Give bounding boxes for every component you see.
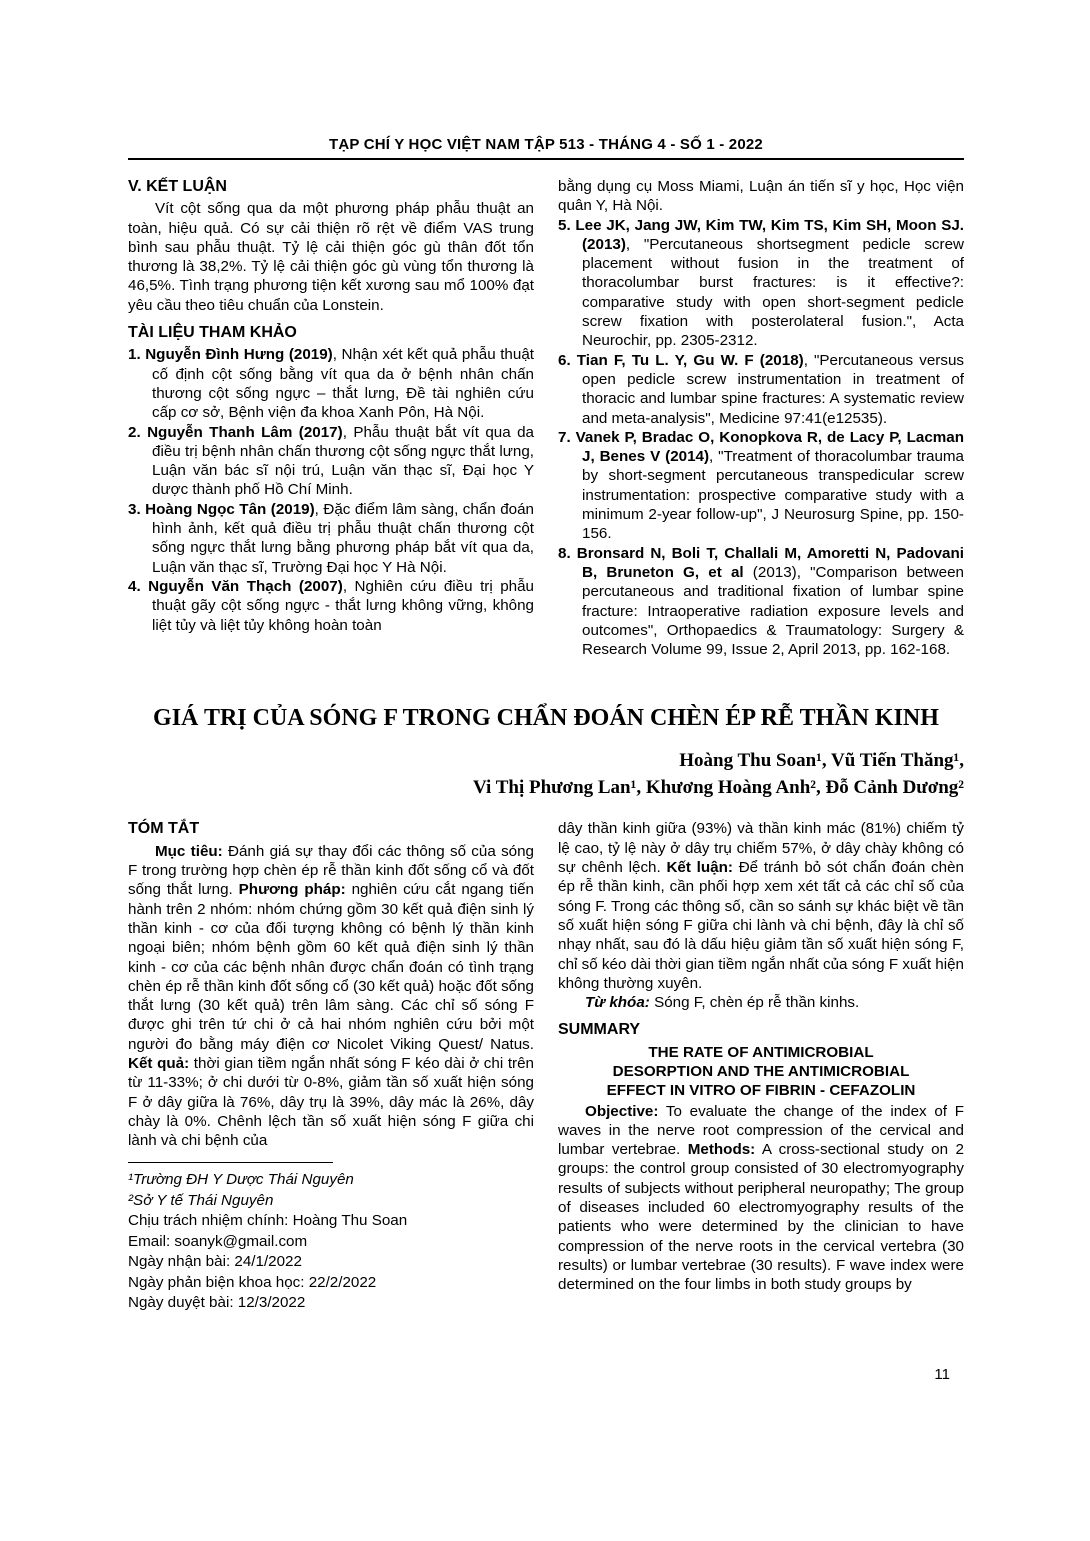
- reference-authors: 6. Tian F, Tu L. Y, Gu W. F (2018): [558, 351, 804, 369]
- reference-authors: 8. Bronsard N, Boli T, Challali M, Amoretti N, Padovani B, Bruneton G, et al: [558, 544, 964, 581]
- abstract-heading: TÓM TẮT: [128, 820, 200, 838]
- methods-vi-label: Phương pháp:: [238, 881, 346, 899]
- date-received: Ngày nhận bài: 24/1/2022: [128, 1253, 302, 1271]
- keywords-text: Sóng F, chèn ép rễ thần kinhs.: [649, 994, 860, 1012]
- reference-authors: 2. Nguyễn Thanh Lâm (2017): [128, 423, 343, 441]
- reference-item: [558, 216, 964, 351]
- reference-text: , Nghiên cứu điều trị phẫu thuật gãy cột sống ngực - thắt lưng không vững, không liệt tủy và liệt tủy không hoàn toàn: [152, 577, 535, 634]
- contact-email: Email: soanyk@gmail.com: [128, 1232, 308, 1250]
- affiliation-1: ¹Trường ĐH Y Dược Thái Nguyên: [128, 1171, 354, 1189]
- abstract-continuation: [558, 819, 964, 993]
- reference-text: , "Treatment of thoracolumbar trauma by short-segment percutaneous transpedicular screw instrumentation: prospective comparative study with a minimum 2-year follow-up", J Neurosurg Spine, pp. 150-156.: [582, 448, 964, 543]
- reference-item: [558, 351, 964, 428]
- methods-vi-text: nghiên cứu cắt ngang tiến hành trên 2 nhóm: nhóm chứng gồm 30 kết quả điện sinh lý thần kinh - cơ của đối tượng không có bệnh lý thần kinh ngoại biên; nhóm bệnh gồm 60 kết quả điện sinh lý thần kinh - cơ của các bệnh nhân được chẩn đoán có tình trạng chèn ép rễ thần kinh đốt sống cổ (30 kết quả) hoặc đốt sống thắt lưng (30 kết quả) trên lâm sàng. Các chỉ số sóng F được ghi trên tứ chi ở cả hai nhóm nghiên cứu bởi một người đo bằng máy điện cơ Nicolet Viking Quest/ Natus.: [128, 881, 534, 1053]
- methods-en-label: Methods:: [687, 1141, 756, 1159]
- reference-authors: 3. Hoàng Ngọc Tân (2019): [128, 500, 315, 518]
- date-accepted: Ngày duyệt bài: 12/3/2022: [128, 1294, 306, 1312]
- objective-vi-label: Mục tiêu:: [155, 842, 223, 860]
- reference-text: , "Percutaneous shortsegment pedicle screw placement without fusion in the treatment of thoracolumbar burst fractures: is it effective?: comparative study with open short-segment pedicle screw fixation with posterolateral fusion.", Acta Neurochir, pp. 2305-2312.: [582, 235, 964, 350]
- reference-item: [128, 423, 534, 500]
- reference-authors: 5. Lee JK, Jang JW, Kim TW, Kim TS, Kim SH, Moon SJ. (2013): [558, 216, 964, 253]
- reference-text: , Phẫu thuật bắt vít qua da điều trị bệnh nhân chấn thương cột sống ngực thắt lưng, Luận văn bác sĩ nội trú, Luận văn thạc sĩ, Đại học Y dược thành phố Hồ Chí Minh.: [152, 423, 534, 499]
- abstract-cont-text: dây thần kinh giữa (93%) và thần kinh mác (81%) chiếm tỷ lệ cao, tỷ lệ này ở dây trụ chiếm 57%, ở dây chày không có sự chênh lệch.: [558, 820, 964, 877]
- right-column-bottom: [558, 819, 964, 1314]
- authors-line-2: Vi Thị Phương Lan¹, Khương Hoàng Anh², Đỗ Cảnh Dương²: [473, 777, 964, 799]
- reference-continuation: bằng dụng cụ Moss Miami, Luận án tiến sĩ y học, Học viện quân Y, Hà Nội.: [558, 178, 964, 215]
- keywords-line: [558, 993, 964, 1012]
- references-heading: TÀI LIỆU THAM KHẢO: [128, 324, 297, 342]
- conclusion-heading: V. KẾT LUẬN: [128, 178, 227, 195]
- reference-text: , Đặc điểm lâm sàng, chẩn đoán hình ảnh, kết quả điều trị phẫu thuật chấn thương cột sống ngực thắt lưng bằng phương pháp bắt vít qua da, Luận văn thạc sĩ, Trường Đại học Y Hà Nội.: [152, 500, 534, 576]
- abstract-paragraph: [128, 842, 534, 1151]
- summary-heading: SUMMARY: [558, 1021, 641, 1039]
- results-vi-label: Kết quả:: [128, 1054, 190, 1072]
- results-vi-text: thời gian tiềm ngắn nhất sóng F kéo dài ở chi trên từ 11-33%; ở chi dưới từ 0-8%, giảm tần số xuất hiện sóng F ở dây giữa là 76%, dây trụ là 39%, dây mác là 26%, dây chày là 0%. Chênh lệch tần số xuất hiện sóng F giữa chi lành và chi bệnh của: [128, 1054, 534, 1150]
- reference-text: (2013), "Comparison between percutaneous and traditional fixation of lumbar spine fracture: Intraoperative radiation exposure levels and outcomes", Orthopaedics & Traumatology: Surgery & Research Volume 99, Issue 2, April 2013, pp. 162-168.: [582, 563, 964, 659]
- left-column-top: [128, 177, 534, 659]
- footnote-divider: [128, 1162, 333, 1163]
- reference-item: [558, 544, 964, 660]
- methods-en-text: A cross-sectional study on 2 groups: the control group consisted of 30 electromyography results of subjects without peripheral neuropathy; The group of diseases included 60 electromyography results of the patients who were determined by the clinician to have compression of the nerve roots in the cervical vertebra (30 results) or lumbar vertebrae (30 results). F wave index were determined on the four limbs in both study groups by: [558, 1141, 964, 1294]
- authors-block: [128, 747, 964, 801]
- reference-item: [128, 577, 534, 635]
- journal-page: [128, 136, 964, 1314]
- reference-authors: 1. Nguyễn Đình Hưng (2019): [128, 346, 333, 364]
- reference-authors: 4. Nguyễn Văn Thạch (2007): [128, 577, 343, 595]
- footnotes-block: [128, 1170, 534, 1314]
- authors-line-1: Hoàng Thu Soan¹, Vũ Tiến Thăng¹,: [679, 750, 964, 772]
- article-title: GIÁ TRỊ CỦA SÓNG F TRONG CHẨN ĐOÁN CHÈN ÉP RỄ THẦN KINH: [153, 705, 939, 732]
- bottom-columns: [128, 819, 964, 1314]
- keywords-label: Từ khóa:: [585, 994, 650, 1012]
- conclusion-vi-label: Kết luận:: [666, 859, 733, 877]
- top-columns: [128, 177, 964, 659]
- objective-en-text: To evaluate the change of the index of F waves in the nerve root compression of the cervical and lumbar vertebrae.: [558, 1102, 964, 1159]
- reference-text: , Nhận xét kết quả phẫu thuật cố định cột sống bằng vít qua da ở bệnh nhân chấn thương cột sống ngực – thắt lưng, Đề tài nghiên cứu cấp cơ sở, Bệnh viện đa khoa Xanh Pôn, Hà Nội.: [152, 346, 534, 422]
- conclusion-vi-text: Để tránh bỏ sót chẩn đoán chèn ép rễ thần kinh, cần phối hợp xem xét tất cả các chỉ số của sóng F. Trong các thông số, cần so sánh sự khác biệt về tần số xuất hiện sóng F giữa chi lành và chi bệnh, đây là chỉ số nhạy nhất, sau đó là dấu hiệu giảm tần số xuất hiện sóng F, chỉ số kéo dài thời gian tiềm ngắn nhất của sóng F xuất hiện không thường xuyên.: [558, 859, 964, 992]
- reference-authors: 7. Vanek P, Bradac O, Konopkova R, de Lacy P, Lacman J, Benes V (2014): [558, 428, 964, 466]
- reference-text: , "Percutaneous versus open pedicle screw instrumentation in treatment of thoracic and lumbar spine fractures: A systematic review and meta-analysis", Medicine 97:41(e12535).: [582, 351, 964, 427]
- objective-en-label: Objective:: [585, 1102, 659, 1120]
- date-reviewed: Ngày phản biện khoa học: 22/2/2022: [128, 1273, 377, 1291]
- summary-subtitle: THE RATE OF ANTIMICROBIAL DESORPTION AND THE ANTIMICROBIAL EFFECT IN VITRO OF FIBRIN - CEFAZOLIN: [606, 1043, 916, 1100]
- page-number: 11: [934, 1366, 950, 1383]
- objective-vi-text: Đánh giá sự thay đổi các thông số của sóng F trong trường hợp chèn ép rễ thần kinh đốt sống cổ và đốt sống thắt lưng.: [128, 842, 535, 899]
- reference-item: [128, 500, 534, 577]
- reference-item: [558, 428, 964, 544]
- reference-item: [128, 345, 534, 422]
- corresponding-author: Chịu trách nhiệm chính: Hoàng Thu Soan: [128, 1212, 408, 1230]
- right-column-top: [558, 177, 964, 659]
- summary-paragraph: [558, 1102, 964, 1295]
- left-column-bottom: [128, 819, 534, 1314]
- conclusion-paragraph: Vít cột sống qua da một phương pháp phẫu thuật an toàn, hiệu quả. Có sự cải thiện rõ rệt về điểm VAS trung bình sau phẫu thuật. Tỷ lệ cải thiện góc gù thân đốt tổn thương là 38,2%. Tỷ lệ cải thiện góc gù vùng tổn thương là 46,5%. Tình trạng phương tiện kết xương sau mổ 100% đạt yêu cầu theo tiêu chuẩn của Lonstein.: [128, 200, 534, 314]
- journal-header: TẠP CHÍ Y HỌC VIỆT NAM TẬP 513 - THÁNG 4 - SỐ 1 - 2022: [128, 136, 964, 160]
- affiliation-2: ²Sở Y tế Thái Nguyên: [128, 1191, 274, 1209]
